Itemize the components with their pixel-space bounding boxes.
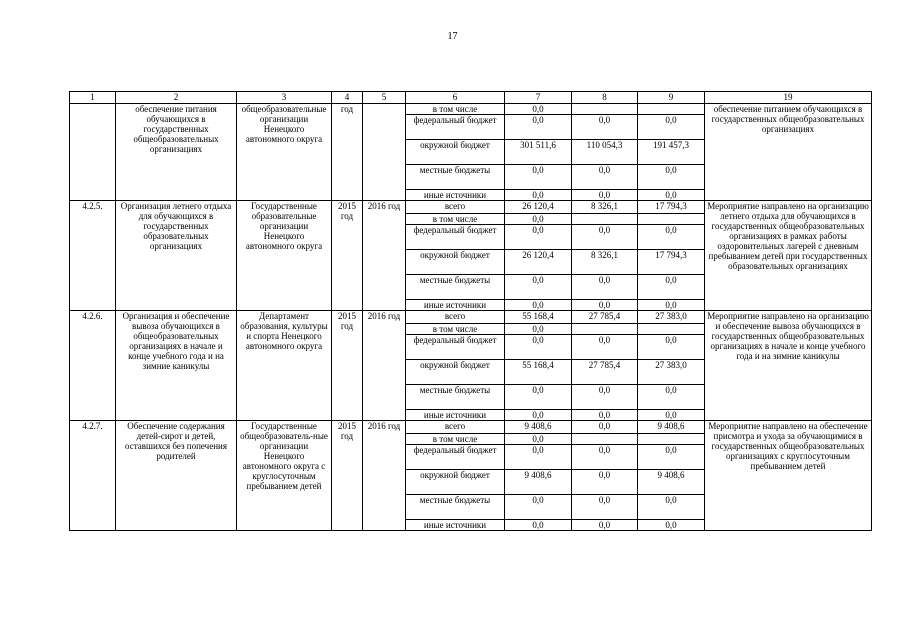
value-year-2016: 27 383,0 — [638, 360, 705, 385]
value-year-2016 — [638, 324, 705, 335]
funding-source: всего — [406, 311, 505, 324]
value-year-2015: 8 326,1 — [572, 250, 638, 275]
value-year-2015: 0,0 — [572, 495, 638, 520]
funding-source: местные бюджеты — [406, 275, 505, 300]
value-year-2015: 110 054,3 — [572, 140, 638, 165]
funding-source: всего — [406, 421, 505, 434]
value-year-2015 — [572, 214, 638, 225]
funding-source: в том числе — [406, 434, 505, 445]
value-year-2015: 0,0 — [572, 190, 638, 201]
header-cell: 7 — [505, 92, 572, 104]
value-year-2015: 0,0 — [572, 115, 638, 140]
header-cell: 6 — [406, 92, 505, 104]
page-number: 17 — [447, 31, 458, 42]
value-year-2015: 0,0 — [572, 520, 638, 531]
item-name: Обеспечение содержания детей-сирот и детей, оставшихся без попечения родителей — [116, 421, 237, 531]
item-description: обеспечение питанием обучающихся в государственных общеобразовательных организациях — [705, 104, 872, 201]
value-total: 55 168,4 — [505, 311, 572, 324]
header-cell: 3 — [237, 92, 332, 104]
value-total: 55 168,4 — [505, 360, 572, 385]
funding-source: федеральный бюджет — [406, 445, 505, 470]
funding-source: федеральный бюджет — [406, 115, 505, 140]
item-year-start: 2015 год — [332, 201, 363, 311]
value-total: 0,0 — [505, 434, 572, 445]
value-total: 0,0 — [505, 520, 572, 531]
item-number — [70, 104, 116, 201]
value-year-2015: 0,0 — [572, 445, 638, 470]
value-year-2015: 0,0 — [572, 165, 638, 190]
value-total: 9 408,6 — [505, 470, 572, 495]
funding-source: всего — [406, 201, 505, 214]
item-year-start: год — [332, 104, 363, 201]
item-year-end: 2016 год — [363, 421, 406, 531]
value-year-2016 — [638, 434, 705, 445]
table-row — [70, 104, 872, 115]
value-total: 0,0 — [505, 335, 572, 360]
value-total: 0,0 — [505, 385, 572, 410]
header-cell: 9 — [638, 92, 705, 104]
item-number: 4.2.7. — [70, 421, 116, 531]
item-name: обеспечение питания обучающихся в государственных общеобразовательных организациях — [116, 104, 237, 201]
value-year-2016 — [638, 104, 705, 115]
value-year-2016: 17 794,3 — [638, 250, 705, 275]
value-year-2016: 191 457,3 — [638, 140, 705, 165]
value-year-2015: 8 326,1 — [572, 201, 638, 214]
funding-source: окружной бюджет — [406, 470, 505, 495]
value-year-2016: 0,0 — [638, 190, 705, 201]
value-year-2016: 0,0 — [638, 165, 705, 190]
value-year-2016 — [638, 214, 705, 225]
item-year-end — [363, 104, 406, 201]
funding-source: федеральный бюджет — [406, 335, 505, 360]
funding-source: в том числе — [406, 214, 505, 225]
value-total: 0,0 — [505, 225, 572, 250]
value-year-2015: 0,0 — [572, 410, 638, 421]
value-total: 0,0 — [505, 300, 572, 311]
value-year-2016: 0,0 — [638, 445, 705, 470]
value-total: 301 511,6 — [505, 140, 572, 165]
table-row — [70, 311, 872, 324]
table-row — [70, 201, 872, 214]
value-year-2015 — [572, 434, 638, 445]
funding-source: местные бюджеты — [406, 495, 505, 520]
value-total: 26 120,4 — [505, 201, 572, 214]
value-year-2016: 0,0 — [638, 225, 705, 250]
item-name: Организация летнего отдыха для обучающихся в государственных образовательных организациях — [116, 201, 237, 311]
header-cell: 8 — [572, 92, 638, 104]
value-total: 0,0 — [505, 115, 572, 140]
funding-source: в том числе — [406, 104, 505, 115]
value-total: 0,0 — [505, 275, 572, 300]
value-year-2016: 17 794,3 — [638, 201, 705, 214]
value-year-2015: 0,0 — [572, 385, 638, 410]
item-description: Мероприятие направлено на организацию летнего отдыха для обучающихся в государственных общеобразовательных организациях в рамках работы оздоровительных лагерей с дневным пребыванием детей при государственных образовательных организациях — [705, 201, 872, 311]
value-total: 0,0 — [505, 165, 572, 190]
header-cell: 2 — [116, 92, 237, 104]
header-cell: 1 — [70, 92, 116, 104]
item-executor: общеобразовательные организации Ненецкого автономного округа — [237, 104, 332, 201]
funding-source: иные источники — [406, 410, 505, 421]
funding-source: иные источники — [406, 190, 505, 201]
item-description: Мероприятие направлено на обеспечение присмотра и ухода за обучающимися в государственных общеобразовательных организациях с круглосуточным пребыванием детей — [705, 421, 872, 531]
table-row — [70, 421, 872, 434]
value-year-2016: 0,0 — [638, 520, 705, 531]
funding-source: окружной бюджет — [406, 250, 505, 275]
value-year-2016: 0,0 — [638, 300, 705, 311]
value-year-2016: 0,0 — [638, 275, 705, 300]
value-year-2016: 9 408,6 — [638, 470, 705, 495]
value-year-2016: 0,0 — [638, 410, 705, 421]
value-year-2015: 27 785,4 — [572, 311, 638, 324]
item-name: Организация и обеспечение вывоза обучающихся в общеобразовательных организациях в начале и конце учебного года и на зимние каникулы — [116, 311, 237, 421]
item-executor: Государственные образовательные организации Ненецкого автономного округа — [237, 201, 332, 311]
value-year-2016: 0,0 — [638, 335, 705, 360]
value-year-2015: 0,0 — [572, 470, 638, 495]
value-year-2015: 0,0 — [572, 335, 638, 360]
funding-source: федеральный бюджет — [406, 225, 505, 250]
value-year-2015 — [572, 104, 638, 115]
item-year-end: 2016 год — [363, 201, 406, 311]
value-year-2016: 0,0 — [638, 115, 705, 140]
value-total: 9 408,6 — [505, 421, 572, 434]
value-year-2015: 0,0 — [572, 275, 638, 300]
value-year-2015: 0,0 — [572, 421, 638, 434]
value-year-2016: 0,0 — [638, 385, 705, 410]
value-year-2015: 0,0 — [572, 225, 638, 250]
value-total: 0,0 — [505, 445, 572, 470]
funding-source: в том числе — [406, 324, 505, 335]
value-total: 0,0 — [505, 214, 572, 225]
value-year-2015 — [572, 324, 638, 335]
program-table — [69, 91, 872, 531]
value-total: 26 120,4 — [505, 250, 572, 275]
funding-source: окружной бюджет — [406, 140, 505, 165]
item-year-start: 2015 год — [332, 421, 363, 531]
item-executor: Государственные общеобразователь-ные организации Ненецкого автономного округа с круглосуточным пребыванием детей — [237, 421, 332, 531]
header-cell: 5 — [363, 92, 406, 104]
value-total: 0,0 — [505, 410, 572, 421]
header-row — [70, 92, 872, 104]
value-year-2016: 0,0 — [638, 495, 705, 520]
item-number: 4.2.6. — [70, 311, 116, 421]
funding-source: окружной бюджет — [406, 360, 505, 385]
value-total: 0,0 — [505, 495, 572, 520]
item-description: Мероприятие направлено на организацию и обеспечение вывоза обучающихся в государственных общеобразовательных организациях в начале и конце учебного года и на зимние каникулы — [705, 311, 872, 421]
value-total: 0,0 — [505, 324, 572, 335]
item-number: 4.2.5. — [70, 201, 116, 311]
header-cell: 4 — [332, 92, 363, 104]
funding-source: иные источники — [406, 300, 505, 311]
header-cell: 19 — [705, 92, 872, 104]
value-total: 0,0 — [505, 190, 572, 201]
value-total: 0,0 — [505, 104, 572, 115]
funding-source: иные источники — [406, 520, 505, 531]
item-executor: Департамент образования, культуры и спорта Ненецкого автономного округа — [237, 311, 332, 421]
funding-source: местные бюджеты — [406, 165, 505, 190]
item-year-end: 2016 год — [363, 311, 406, 421]
value-year-2016: 9 408,6 — [638, 421, 705, 434]
item-year-start: 2015 год — [332, 311, 363, 421]
value-year-2015: 27 785,4 — [572, 360, 638, 385]
value-year-2015: 0,0 — [572, 300, 638, 311]
funding-source: местные бюджеты — [406, 385, 505, 410]
value-year-2016: 27 383,0 — [638, 311, 705, 324]
